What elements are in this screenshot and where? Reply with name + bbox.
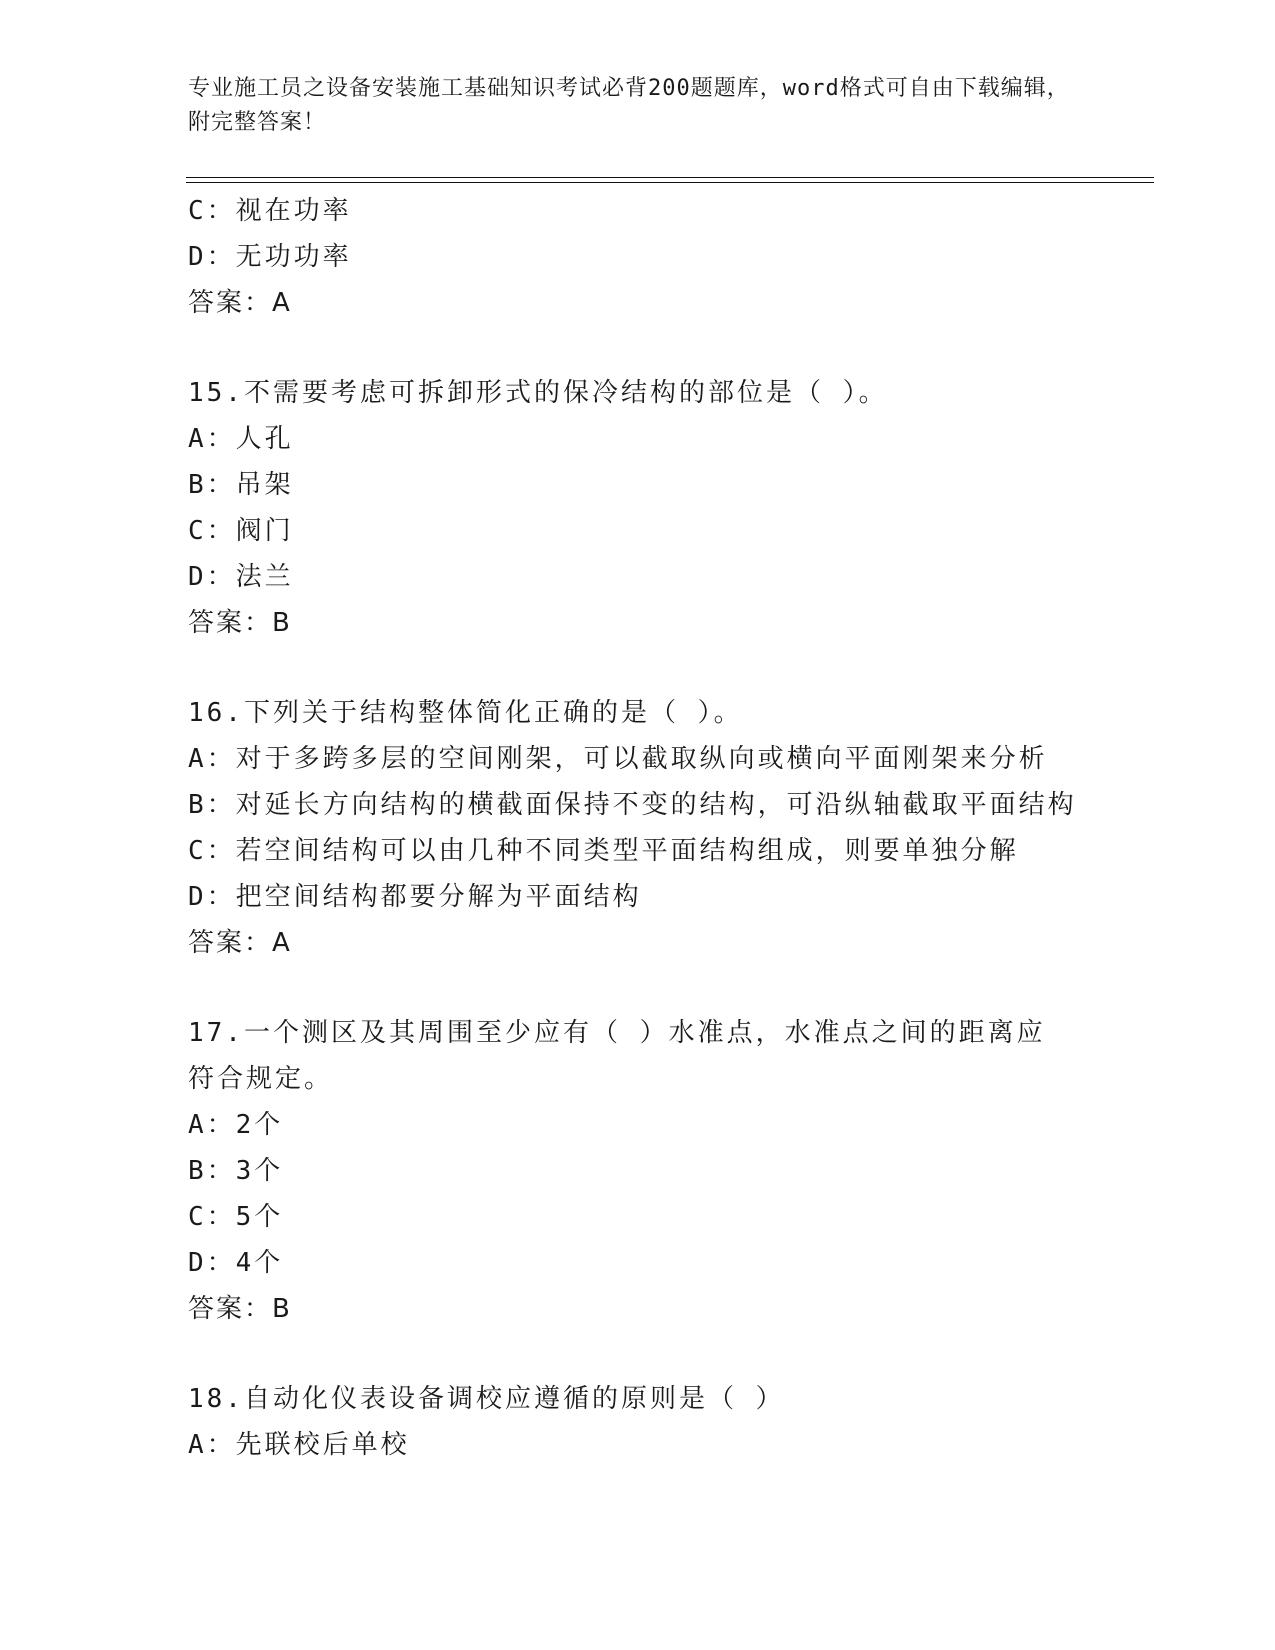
option-a: A：2个 (188, 1110, 284, 1140)
option-d: D：4个 (188, 1248, 284, 1278)
question-15 (188, 370, 1088, 646)
option-d: D：把空间结构都要分解为平面结构 (188, 882, 642, 912)
question-17 (188, 1010, 1088, 1332)
header-rule-top (186, 177, 1154, 178)
header-rule-bottom (186, 182, 1154, 183)
option-d: D：法兰 (188, 562, 294, 592)
option-c: C：视在功率 (188, 196, 352, 226)
answer-line: 答案：B (188, 608, 292, 638)
question-stem: 17.一个测区及其周围至少应有（ ）水准点，水准点之间的距离应符合规定。 (188, 1018, 1046, 1094)
header-title: 专业施工员之设备安装施工基础知识考试必背200题题库，word格式可自由下载编辑，附完整答案！ (188, 76, 1070, 135)
option-a: A：先联校后单校 (188, 1430, 410, 1460)
question-18 (188, 1376, 1088, 1468)
option-a: A：对于多跨多层的空间刚架，可以截取纵向或横向平面刚架来分析 (188, 744, 1048, 774)
option-d: D：无功功率 (188, 242, 352, 272)
option-b: B：吊架 (188, 470, 294, 500)
option-c: C：5个 (188, 1202, 284, 1232)
answer-line: 答案：A (188, 928, 292, 958)
option-c: C：阀门 (188, 516, 294, 546)
option-c: C：若空间结构可以由几种不同类型平面结构组成，则要单独分解 (188, 836, 1019, 866)
answer-line: 答案：B (188, 1294, 292, 1324)
question-stem: 16.下列关于结构整体简化正确的是（ ）。 (188, 698, 743, 728)
question-stem: 18.自动化仪表设备调校应遵循的原则是（ ） (188, 1384, 785, 1414)
question-16 (188, 690, 1088, 966)
question-list (188, 188, 1088, 1468)
question-14-tail (188, 188, 1088, 326)
option-b: B：对延长方向结构的横截面保持不变的结构，可沿纵轴截取平面结构 (188, 790, 1077, 820)
option-a: A：人孔 (188, 424, 294, 454)
answer-line: 答案：A (188, 288, 292, 318)
option-b: B：3个 (188, 1156, 284, 1186)
question-stem: 15.不需要考虑可拆卸形式的保冷结构的部位是（ ）。 (188, 378, 888, 408)
document-header (188, 72, 1088, 140)
